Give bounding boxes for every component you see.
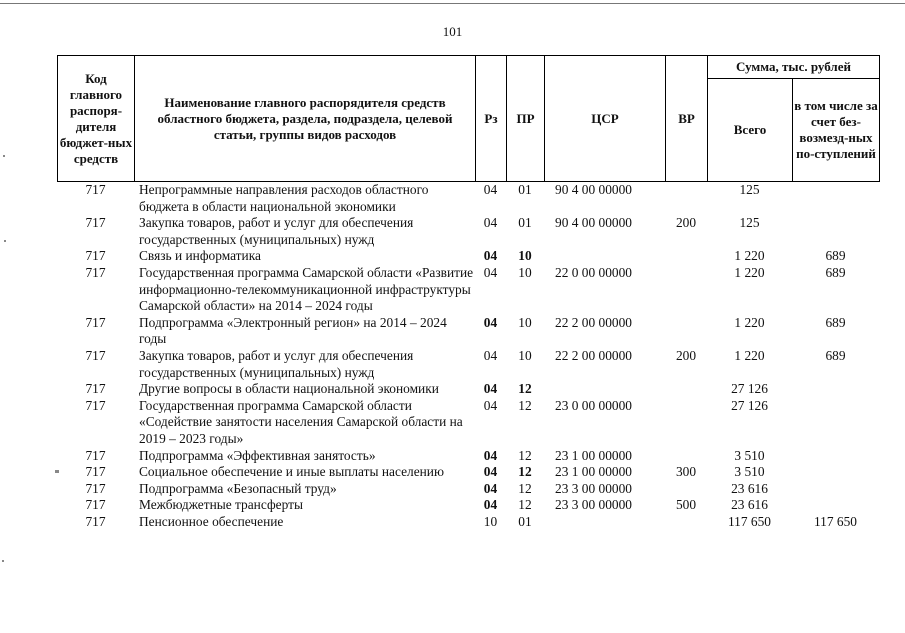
row-code: 717 — [85, 347, 106, 363]
scan-top-edge — [0, 3, 905, 4]
table-row — [57, 248, 879, 265]
header-pr: ПР — [507, 56, 545, 182]
table-row — [57, 348, 879, 381]
row-code: 717 — [85, 182, 106, 197]
row-total: 1 220 — [734, 347, 765, 363]
row-csr — [544, 248, 665, 265]
row-name: Государственная программа Самарской области «Содействие занятости населения Самарской области на 2019 – 2023 годы» — [139, 397, 463, 446]
row-pr: 12 — [518, 447, 532, 463]
row-vr — [665, 248, 707, 265]
header-total: Всего — [708, 79, 793, 182]
table-row — [57, 398, 879, 448]
row-vr: 300 — [675, 464, 697, 480]
row-total: 27 126 — [731, 381, 768, 397]
row-name: Пенсионное обеспечение — [139, 513, 284, 529]
row-rz: 04 — [483, 397, 498, 413]
scan-speck — [2, 560, 4, 562]
row-total: 3 510 — [734, 447, 765, 463]
table-row — [57, 464, 879, 481]
row-csr: 23 3 00 00000 — [555, 480, 632, 496]
row-rz: 04 — [483, 182, 498, 197]
row-code: 717 — [85, 513, 106, 529]
table-row — [57, 315, 879, 348]
row-vr — [665, 398, 707, 448]
row-name: Подпрограмма «Электронный регион» на 2014 – 2024 годы — [139, 314, 447, 347]
row-vr — [665, 315, 707, 348]
row-csr: 22 2 00 00000 — [555, 347, 632, 363]
row-vr — [665, 481, 707, 498]
row-total: 3 510 — [734, 464, 765, 480]
row-name: Межбюджетные трансферты — [139, 497, 303, 513]
header-vr: ВР — [666, 56, 708, 182]
row-pr: 10 — [518, 248, 532, 264]
table-row — [57, 182, 879, 215]
row-rz: 04 — [483, 215, 498, 231]
header-grant: в том числе за счет без-возмезд-ных по-ступлений — [793, 79, 880, 182]
row-csr — [544, 381, 665, 398]
row-vr — [665, 448, 707, 465]
row-pr: 12 — [518, 464, 532, 480]
row-total: 23 616 — [731, 497, 768, 513]
scan-speck — [3, 155, 5, 157]
row-grant — [792, 464, 879, 481]
row-total: 125 — [739, 182, 760, 197]
table-row — [57, 514, 879, 531]
row-csr: 23 1 00 00000 — [555, 447, 632, 463]
header-sum: Сумма, тыс. рублей — [708, 56, 880, 79]
header-code: Код главного распоря-дителя бюджет-ных средств — [58, 56, 135, 182]
row-csr — [544, 514, 665, 531]
row-total: 1 220 — [734, 264, 765, 280]
row-rz: 10 — [483, 513, 498, 529]
row-rz: 04 — [483, 248, 498, 264]
row-grant: 689 — [825, 264, 846, 280]
row-rz: 04 — [483, 314, 498, 330]
row-grant — [792, 182, 879, 215]
budget-table — [57, 182, 879, 530]
row-pr: 12 — [518, 397, 532, 413]
header-csr: ЦСР — [545, 56, 666, 182]
row-rz: 04 — [483, 447, 498, 463]
row-rz: 04 — [483, 264, 498, 280]
row-code: 717 — [85, 264, 106, 280]
row-csr: 23 0 00 00000 — [555, 397, 632, 413]
row-vr — [665, 514, 707, 531]
row-code: 717 — [85, 397, 106, 413]
table-row — [57, 481, 879, 498]
row-csr: 90 4 00 00000 — [555, 182, 632, 197]
row-grant — [792, 381, 879, 398]
row-pr: 01 — [518, 215, 532, 231]
row-name: Непрограммные направления расходов областного бюджета в области национальной экономики — [139, 182, 429, 214]
row-csr: 23 1 00 00000 — [555, 464, 632, 480]
row-rz: 04 — [483, 497, 498, 513]
row-grant: 689 — [825, 314, 846, 330]
row-grant — [792, 481, 879, 498]
table-row — [57, 215, 879, 248]
row-name: Подпрограмма «Эффективная занятость» — [139, 447, 376, 463]
row-name: Закупка товаров, работ и услуг для обеспечения государственных (муниципальных) нужд — [139, 347, 414, 380]
table-row — [57, 448, 879, 465]
row-pr: 01 — [518, 182, 532, 197]
row-pr: 01 — [518, 513, 532, 529]
row-grant — [792, 398, 879, 448]
row-csr: 22 2 00 00000 — [555, 314, 632, 330]
row-pr: 12 — [518, 497, 532, 513]
row-vr: 200 — [675, 215, 697, 231]
row-grant: 689 — [825, 248, 846, 264]
row-code: 717 — [85, 447, 106, 463]
header-rz: Рз — [476, 56, 507, 182]
row-vr — [665, 265, 707, 315]
row-csr: 23 3 00 00000 — [555, 497, 632, 513]
row-name: Социальное обеспечение и иные выплаты населению — [139, 464, 444, 480]
row-name: Связь и информатика — [139, 248, 261, 264]
row-grant — [792, 448, 879, 465]
table-header — [57, 55, 880, 182]
table-row — [57, 381, 879, 398]
row-grant: 689 — [825, 347, 846, 363]
row-code: 717 — [85, 497, 106, 513]
row-pr: 10 — [518, 264, 532, 280]
row-pr: 12 — [518, 480, 532, 496]
row-code: 717 — [85, 381, 106, 397]
row-name: Закупка товаров, работ и услуг для обеспечения государственных (муниципальных) нужд — [139, 215, 414, 247]
row-rz: 04 — [483, 480, 498, 496]
row-total: 27 126 — [731, 397, 768, 413]
row-vr: 500 — [675, 497, 697, 513]
row-grant — [792, 497, 879, 514]
row-total: 117 650 — [727, 513, 772, 529]
header-name: Наименование главного распорядителя средств областного бюджета, раздела, подраздела, целевой статьи, группы видов расходов — [135, 56, 476, 182]
row-pr: 10 — [518, 314, 532, 330]
row-code: 717 — [85, 314, 106, 330]
row-code: 717 — [85, 248, 106, 264]
row-total: 23 616 — [731, 480, 768, 496]
row-rz: 04 — [483, 464, 498, 480]
row-rz: 04 — [483, 381, 498, 397]
row-csr: 22 0 00 00000 — [555, 264, 632, 280]
row-name: Подпрограмма «Безопасный труд» — [139, 480, 337, 496]
row-total: 125 — [739, 215, 760, 231]
row-grant: 117 650 — [813, 513, 858, 529]
row-pr: 10 — [518, 347, 532, 363]
row-grant — [792, 215, 879, 248]
row-name: Другие вопросы в области национальной экономики — [139, 381, 439, 397]
row-vr — [665, 381, 707, 398]
row-vr — [665, 182, 707, 215]
row-rz: 04 — [483, 347, 498, 363]
row-total: 1 220 — [734, 314, 765, 330]
row-code: 717 — [85, 464, 106, 480]
table-row — [57, 265, 879, 315]
row-name: Государственная программа Самарской области «Развитие информационно-телекоммуникационной инфраструктуры Самарской области» на 2014 – 2024 годы — [139, 264, 474, 314]
row-code: 717 — [85, 480, 106, 496]
row-csr: 90 4 00 00000 — [555, 215, 632, 231]
scan-speck — [4, 240, 6, 242]
table-row — [57, 497, 879, 514]
row-vr: 200 — [675, 347, 697, 363]
page-number: 101 — [442, 24, 463, 39]
row-total: 1 220 — [734, 248, 765, 264]
row-code: 717 — [85, 215, 106, 231]
row-pr: 12 — [518, 381, 532, 397]
